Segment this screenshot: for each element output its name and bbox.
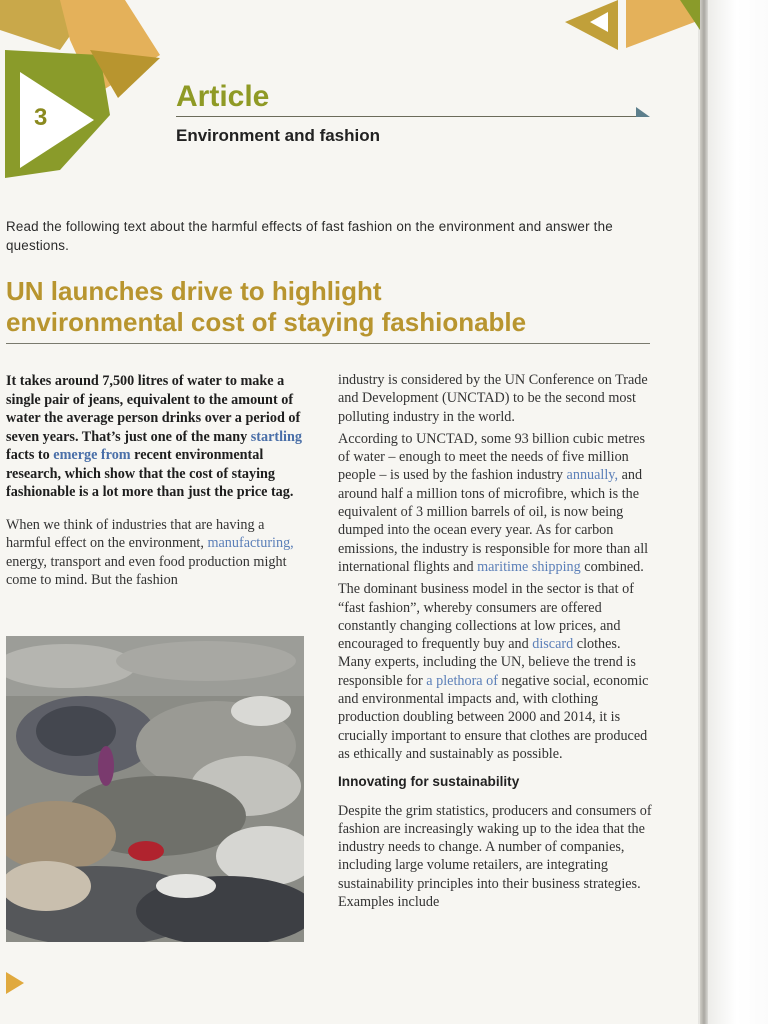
vocab-annually: annually, — [566, 467, 619, 484]
para3-text-2: and around half a million tons of microfibre, which is the equivalent of 3 million barrels of oil, is now being dumped into the ocean every year. As for carbon emissions, the industry is responsible for more than all international flights and — [338, 467, 649, 575]
para4-text-2: clothes. Many experts, including the UN, believe the trend is responsible for — [338, 636, 636, 689]
lead-text-1: It takes around 7,500 litres of water to make a single pair of jeans, equivalent to the amount of water the average person drinks over a period of seven years. That’s just one of the many — [6, 373, 301, 445]
para4-text-3: negative social, economic and environmental impacts and, with clothing production doubling between 2000 and 2014, it is crucially important to ensure that clothes are produced as ethically and sustainably as possible. — [338, 672, 649, 762]
section-subheading: Innovating for sustainability — [338, 774, 520, 790]
rule-arrow-icon — [636, 107, 650, 119]
article-subtitle: Environment and fashion — [176, 126, 381, 145]
lead-text-2: facts to — [6, 447, 54, 463]
vocab-a-plethora-of: a plethora of — [426, 672, 498, 689]
headline-line-2: environmental cost of staying fashionable — [6, 307, 527, 337]
section-number: 3 — [34, 104, 48, 131]
body-paragraph-2: industry is considered by the UN Conference on Trade and Development (UNCTAD) to be the second most polluting industry in the world. — [338, 372, 648, 425]
vocab-emerge-from: emerge from — [53, 447, 131, 463]
body-paragraph-1 — [6, 516, 312, 590]
lead-text-3: recent environmental research, which show that the cost of staying fashionable is a lot more than just the price tag. — [6, 447, 294, 500]
textile-waste-photo — [6, 636, 304, 942]
next-page-arrow-icon — [6, 972, 24, 994]
vocab-maritime-shipping: maritime shipping — [477, 558, 581, 575]
title-rule — [176, 116, 640, 117]
body-paragraph-3 — [338, 430, 652, 576]
corner-decoration — [560, 0, 710, 60]
headline-line-1: UN launches drive to highlight — [6, 276, 382, 306]
vocab-startling: startling — [250, 428, 302, 445]
article-headline — [6, 276, 656, 338]
section-decoration — [0, 0, 170, 185]
para1-text-2: energy, transport and even food production might come to mind. But the fashion — [6, 553, 287, 588]
article-title: Article — [176, 80, 270, 113]
para1-text-1: When we think of industries that are having a harmful effect on the environment, — [6, 516, 265, 551]
vocab-discard: discard — [532, 636, 574, 653]
para4-text-1: The dominant business model in the sector is that of “fast fashion”, whereby consumers are offered constantly changing collections at low prices, and encouraged to frequently buy and — [338, 581, 634, 653]
body-paragraph-5: Despite the grim statistics, producers and consumers of fashion are increasingly waking up to the idea that the industry needs to change. A number of companies, including large volume retailers, are integrating sustainability principles into their business strategies. Examples include — [338, 802, 652, 911]
page-edge-shadow — [698, 0, 768, 1024]
right-column — [338, 371, 652, 915]
body-paragraph-4 — [338, 580, 652, 763]
lead-paragraph — [6, 372, 312, 502]
para3-text-3: combined. — [580, 558, 644, 575]
headline-rule — [6, 343, 650, 344]
vocab-manufacturing: manufacturing, — [207, 535, 294, 551]
instruction-text: Read the following text about the harmful effects of fast fashion on the environment and answer the questions. — [6, 219, 613, 253]
book-spine — [700, 0, 708, 1024]
para3-text-1: According to UNCTAD, some 93 billion cubic metres of water – enough to meet the needs of five million people – is used by the fashion industry — [338, 430, 645, 484]
left-column — [6, 372, 312, 590]
